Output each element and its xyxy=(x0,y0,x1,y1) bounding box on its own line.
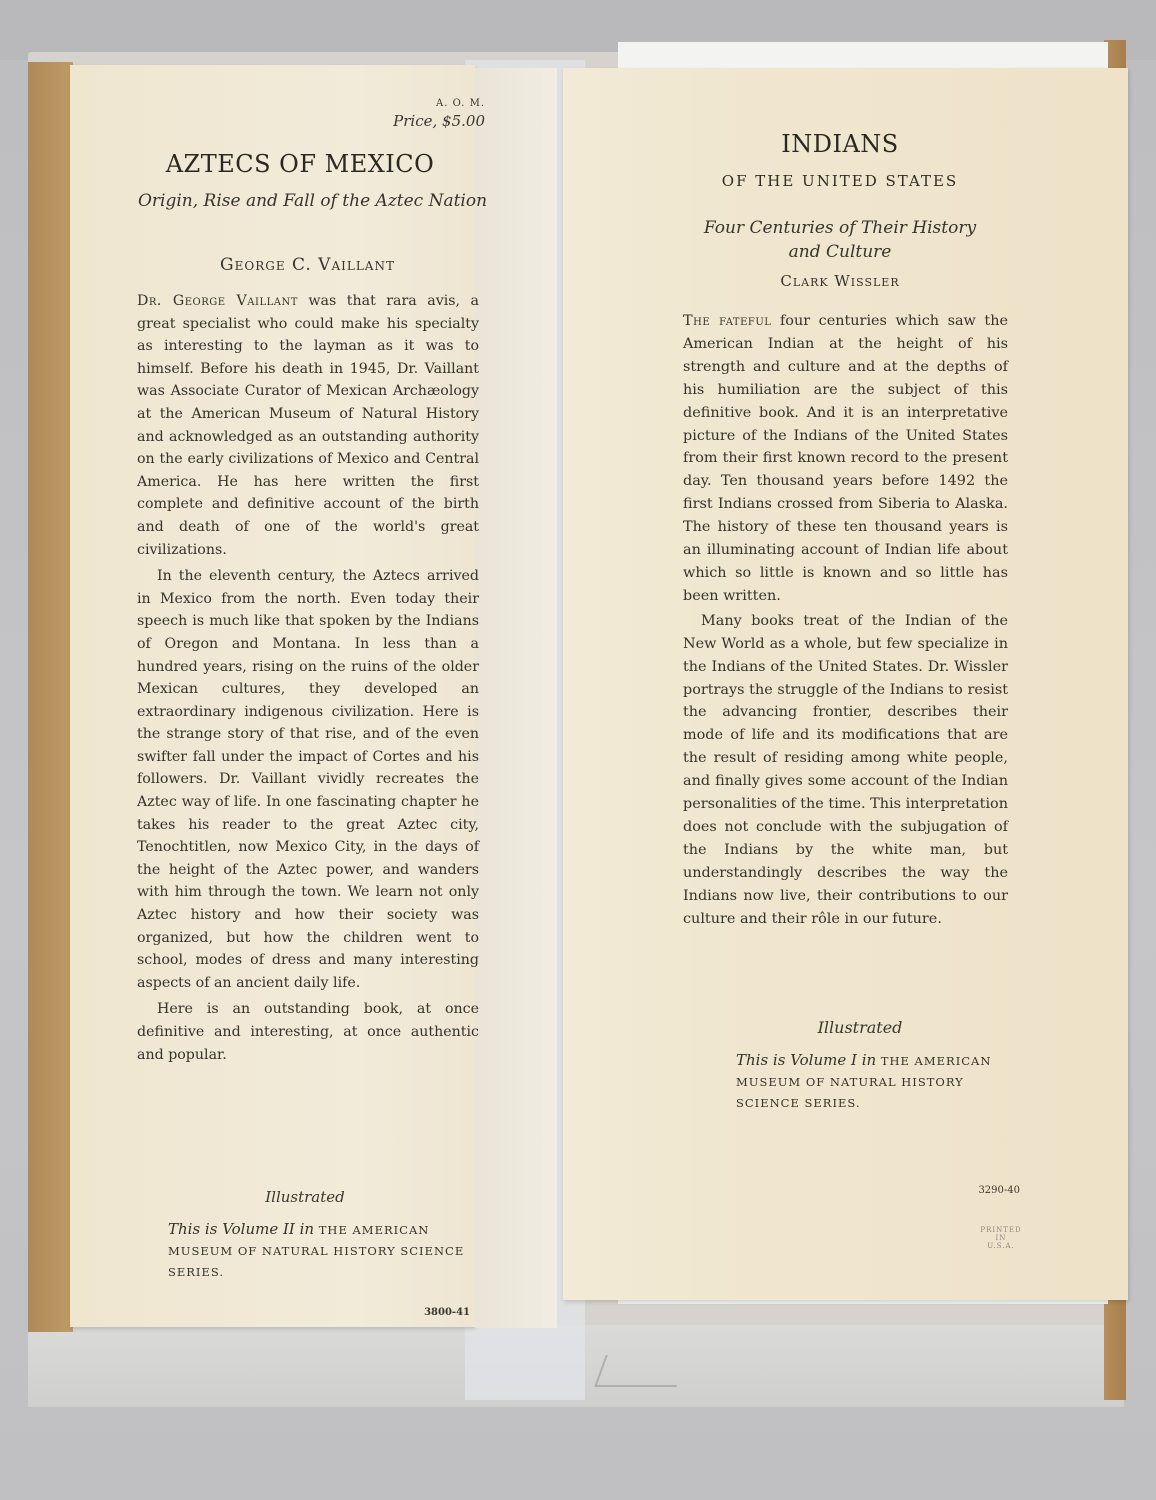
right-subtitle: OF THE UNITED STATES xyxy=(721,172,959,190)
right-illustrated: Illustrated xyxy=(817,1018,903,1037)
left-subtitle: Origin, Rise and Fall of the Aztec Nation xyxy=(137,191,488,211)
right-series-volume: This is Volume I in xyxy=(736,1051,877,1069)
printed-in-usa-stamp xyxy=(978,1226,1024,1260)
board-left-edge xyxy=(28,62,73,1332)
left-body xyxy=(137,290,479,1066)
right-paragraph-1 xyxy=(683,310,1008,608)
right-paragraph-1-text: four centuries which saw the American Indian at the height of his strength and culture and at the depths of his humiliation are the subject of this definitive book. And it is an interpretative picture of the Indians of the United States from their first known record to the present day. Ten thousand years before 1492 the first Indians crossed from Siberia to Alaska. The history of these ten thousand years is an illuminating account of Indian life about which so little is known and so little has been written. xyxy=(683,313,1008,604)
left-series-volume: This is Volume II in xyxy=(168,1220,315,1238)
right-series-note xyxy=(736,1050,1026,1114)
stamp-line: U.S.A. xyxy=(987,1242,1015,1250)
right-author: Clark Wissler xyxy=(780,272,900,290)
left-title: AZTECS OF MEXICO xyxy=(165,150,435,178)
left-series-name: THE AMERICAN MUSEUM OF NATURAL HISTORY SCIENCE SERIES. xyxy=(168,1223,465,1279)
stamp-line: IN xyxy=(995,1234,1007,1242)
left-paragraph-1-text: was that rara avis, a great specialist who could make his specialty as interesting to the layman as it was to himself. Before his death in 1945, Dr. Vaillant was Associate Curator of Mexican Archæology at the American Museum of Natural History and acknowledged as an outstanding authority on the early civilizations of Mexico and Central America. He has here written the first complete and definitive account of the birth and death of one of the world's great civilizations. xyxy=(137,293,479,558)
initials: A. O. M. xyxy=(436,98,485,109)
left-code: 3800-41 xyxy=(424,1307,470,1318)
left-paragraph-1 xyxy=(137,290,479,561)
right-paragraph-2: Many books treat of the Indian of the New World as a whole, but few specialize in the Indians of the United States. Dr. Wissler portrays the struggle of the Indians to resist the advancing frontier, describes their mode of life and its modifications that are the result of residing among white people, and finally gives some account of the Indian personalities of the time. This interpretation does not conclude with the subjugation of the Indians by the white man, but understandingly describes the way the Indians now live, their contributions to our culture and their rôle in our future. xyxy=(683,612,1008,927)
left-series-note xyxy=(168,1219,478,1283)
left-illustrated: Illustrated xyxy=(265,1188,345,1206)
left-flap-fold xyxy=(475,68,557,1328)
stamp-line: PRINTED xyxy=(980,1226,1022,1234)
right-lead: The fateful xyxy=(683,313,772,329)
right-title: INDIANS xyxy=(781,130,899,158)
right-tagline: Four Centuries of Their History and Culture xyxy=(703,218,977,262)
right-body xyxy=(683,310,1008,930)
right-series-name: THE AMERICAN MUSEUM OF NATURAL HISTORY SCIENCE SERIES. xyxy=(736,1054,992,1110)
left-paragraph-3: Here is an outstanding book, at once definitive and interesting, at once authentic and popular. xyxy=(137,1001,479,1063)
left-author: George C. Vaillant xyxy=(220,255,395,275)
left-paragraph-2: In the eleventh century, the Aztecs arrived in Mexico from the north. Even today their speech is much like that spoken by the Indians of Oregon and Montana. In less than a hundred years, rising on the ruins of the older Mexican cultures, they developed an extraordinary indigenous civilization. Here is the strange story of that rise, and of the even swifter fall under the impact of Cortes and his followers. Dr. Vaillant vividly recreates the Aztec way of life. In one fascinating chapter he takes his reader to the great Aztec city, Tenochtitlen, now Mexico City, in the days of the height of the Aztec power, and wanders with him through the town. We learn not only Aztec history and how their society was organized, but how the children went to school, modes of dress and many interesting aspects of an ancient daily life. xyxy=(137,568,479,991)
price: Price, $5.00 xyxy=(393,112,485,130)
right-code: 3290-40 xyxy=(978,1185,1020,1196)
left-lead: Dr. George Vaillant xyxy=(137,293,298,309)
pen-mark xyxy=(594,1355,688,1387)
